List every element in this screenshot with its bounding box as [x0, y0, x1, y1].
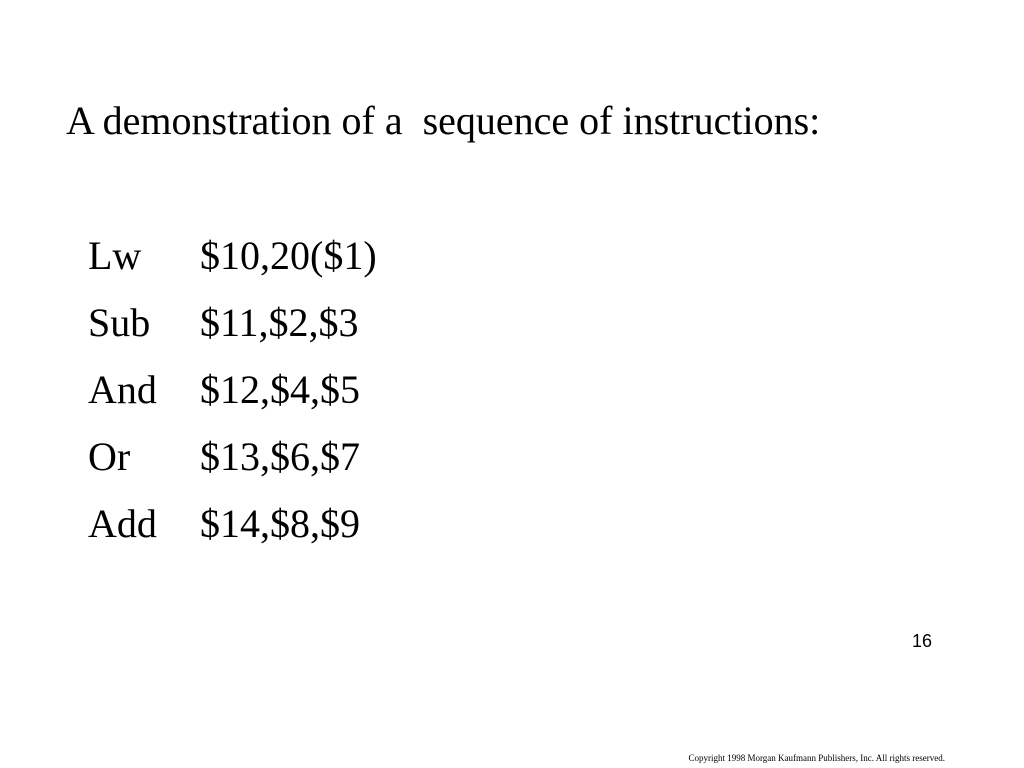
page-number: 16	[912, 631, 933, 651]
instruction-operands: $12,$4,$5	[200, 367, 360, 412]
instruction-opcode: Add	[88, 501, 157, 546]
instruction-row	[88, 501, 377, 568]
instruction-opcode: Or	[88, 434, 131, 479]
instruction-row	[88, 300, 377, 367]
instruction-list	[88, 233, 377, 568]
instruction-opcode: And	[88, 367, 157, 412]
instruction-operands: $13,$6,$7	[200, 434, 360, 479]
instruction-row	[88, 367, 377, 434]
slide-title: A demonstration of a sequence of instructions:	[66, 98, 821, 143]
instruction-row	[88, 233, 377, 300]
copyright-notice: Copyright 1998 Morgan Kaufmann Publishers, Inc. All rights reserved.	[688, 753, 945, 763]
instruction-opcode: Lw	[88, 233, 142, 278]
instruction-operands: $11,$2,$3	[200, 300, 359, 345]
instruction-row	[88, 434, 377, 501]
instruction-opcode: Sub	[88, 300, 151, 345]
instruction-operands: $14,$8,$9	[200, 501, 360, 546]
instruction-operands: $10,20($1)	[200, 233, 377, 278]
